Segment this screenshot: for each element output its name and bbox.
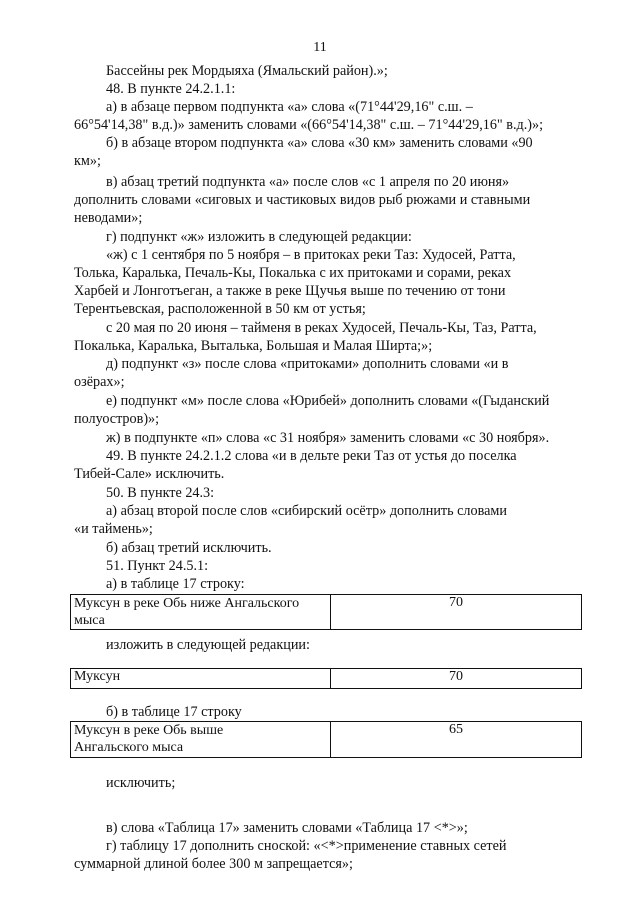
table-cell-name: Муксун [71, 669, 331, 689]
table-cell-name [71, 722, 331, 758]
text-line: 66°54'14,38" в.д.)» заменить словами «(66°54'14,38" с.ш. – 71°44'29,16" в.д.)»; [74, 117, 544, 133]
table-cell-value: 70 [331, 595, 582, 630]
text-line: Тибей-Сале» исключить. [74, 466, 225, 482]
table-cell-value: 70 [331, 669, 582, 689]
text-line: б) в абзаце втором подпункта «а» слова «30 км» заменить словами «90 [106, 135, 533, 151]
text-line: а) абзац второй после слов «сибирский осётр» дополнить словами [106, 503, 507, 519]
table-cell-text: мыса [74, 613, 105, 628]
text-line: е) подпункт «м» после слова «Юрибей» дополнить словами «(Гыданский [106, 393, 550, 409]
table-row-replace-new [70, 668, 582, 689]
text-line: озёрах»; [74, 374, 125, 390]
text-line: в) слова «Таблица 17» заменить словами «Таблица 17 <*>»; [106, 820, 468, 836]
text-line: с 20 мая по 20 июня – тайменя в реках Худосей, Печаль-Кы, Таз, Ратта, [106, 320, 537, 336]
text-line: б) в таблице 17 строку [106, 704, 242, 720]
text-line: г) таблицу 17 дополнить сноской: «<*>применение ставных сетей [106, 838, 507, 854]
text-line: полуостров)»; [74, 411, 160, 427]
text-line: Покалька, Каралька, Выталька, Большая и Малая Ширта;»; [74, 338, 433, 354]
text-line: неводами»; [74, 210, 143, 226]
table-cell-text: Ангальского мыса [74, 740, 184, 755]
text-line: Терентьевская, расположенной в 50 км от устья; [74, 301, 366, 317]
text-line: дополнить словами «сиговых и частиковых видов рыб рюжами и ставными [74, 192, 531, 208]
text-line: в) абзац третий подпункта «а» после слов «с 1 апреля по 20 июня» [106, 174, 510, 190]
text-line: 48. В пункте 24.2.1.1: [106, 81, 236, 97]
text-line: изложить в следующей редакции: [106, 637, 310, 653]
text-line: исключить; [106, 775, 176, 791]
text-line: а) в таблице 17 строку: [106, 576, 245, 592]
text-line: Толька, Каралька, Печаль-Кы, Покалька с их притоками и сорами, реках [74, 265, 512, 281]
text-line: б) абзац третий исключить. [106, 540, 272, 556]
text-line: «и таймень»; [74, 521, 153, 537]
table-row-delete [70, 721, 582, 758]
text-line: суммарной длиной более 300 м запрещается»; [74, 856, 353, 872]
text-line: ж) в подпункте «п» слова «с 31 ноября» заменить словами «с 30 ноября». [106, 430, 550, 446]
text-line: 49. В пункте 24.2.1.2 слова «и в дельте реки Таз от устья до поселка [106, 448, 517, 464]
text-line: 51. Пункт 24.5.1: [106, 558, 209, 574]
text-line: «ж) с 1 сентября по 5 ноября – в притоках реки Таз: Худосей, Ратта, [106, 247, 516, 263]
table-row-replace-old [70, 594, 582, 630]
text-line: Бассейны рек Мордыяха (Ямальский район).»; [106, 63, 388, 79]
page-number: 11 [313, 40, 327, 55]
table-cell-value: 65 [331, 722, 582, 758]
text-line: г) подпункт «ж» изложить в следующей редакции: [106, 229, 412, 245]
table-cell-text: Муксун в реке Обь ниже Ангальского [74, 596, 300, 611]
text-line: км»; [74, 153, 101, 169]
table-cell-name [71, 595, 331, 630]
table-cell-text: Муксун в реке Обь выше [74, 723, 224, 738]
text-line: а) в абзаце первом подпункта «а» слова «(71°44'29,16" с.ш. – [106, 99, 473, 115]
text-line: 50. В пункте 24.3: [106, 485, 215, 501]
text-line: д) подпункт «з» после слова «притоками» дополнить словами «и в [106, 356, 509, 372]
text-line: Харбей и Лонготъеган, а также в реке Щучья выше по течению от тони [74, 283, 506, 299]
